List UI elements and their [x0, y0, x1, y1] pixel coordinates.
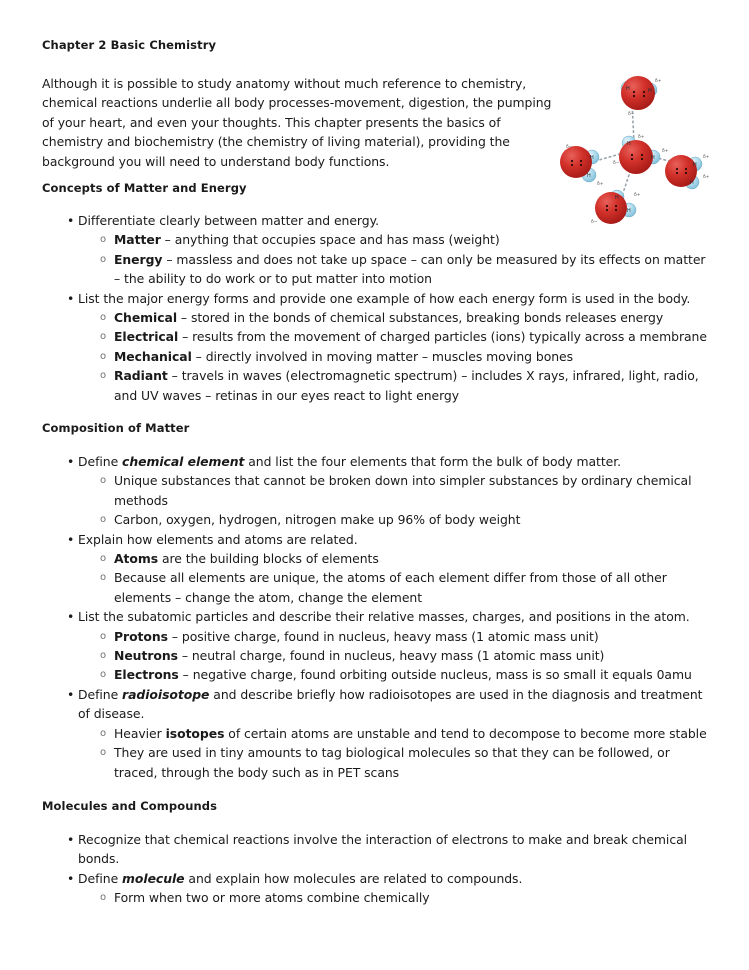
circle-marker-icon: o	[100, 475, 107, 487]
svg-text:H: H	[587, 173, 591, 179]
term-label: Electrical	[114, 329, 179, 345]
emphasized-term: molecule	[122, 870, 185, 886]
list-item-label: Form when two or more atoms combine chemically	[114, 890, 430, 906]
definition-text: – neutral charge, found in nucleus, heavy mass (1 atomic mass unit)	[177, 648, 605, 664]
section-list-concepts-of-matter-and-energy	[42, 211, 714, 405]
list-item	[42, 869, 714, 908]
intro-paragraph: Although it is possible to study anatomy without much reference to chemistry, chemical reactions underlie all body processes-movement, digestion, the pumping of your heart, and even your thoughts. This chapter presents the basics of chemistry and biochemistry (the chemistry of living material), providing the background you will need to understand body functions.	[42, 76, 552, 169]
term-label: Radiant	[114, 368, 168, 384]
list-item-label	[114, 665, 714, 684]
definition-text: – stored in the bonds of chemical substances, breaking bonds releases energy	[177, 310, 664, 326]
list-item-label	[114, 549, 714, 568]
list-item-label	[114, 308, 714, 327]
list-item-label	[78, 452, 714, 471]
list-item	[78, 646, 714, 665]
water-molecule-right	[665, 154, 710, 189]
emphasized-term: radioisotope	[122, 686, 210, 702]
circle-marker-icon: o	[100, 553, 107, 565]
svg-text:δ+: δ+	[634, 193, 641, 198]
svg-text:δ−: δ−	[591, 220, 598, 225]
list-item	[78, 724, 714, 743]
text-after-term: and explain how molecules are related to compounds.	[184, 870, 523, 886]
list-item-label	[78, 869, 714, 888]
definition-text: – massless and does not take up space – can only be measured by its effects on matter – the ability to do work or to put matter into motion	[114, 251, 706, 287]
list-item	[78, 549, 714, 568]
term-label: Matter	[114, 232, 161, 248]
circle-marker-icon: o	[100, 234, 107, 246]
bullet-marker-icon: •	[67, 454, 75, 469]
list-item	[42, 211, 714, 289]
svg-text:H: H	[693, 162, 697, 168]
list-item-label: Unique substances that cannot be broken down into simpler substances by ordinary chemical methods	[114, 473, 692, 508]
svg-text:H: H	[615, 195, 619, 201]
term-label: isotopes	[165, 725, 225, 741]
list-item-label	[114, 724, 714, 743]
circle-marker-icon: o	[100, 747, 107, 759]
list-item-label: List the subatomic particles and describe their relative masses, charges, and positions in the atom.	[78, 609, 690, 625]
svg-text:H: H	[627, 208, 631, 214]
circle-marker-icon: o	[100, 514, 107, 526]
definition-text: – negative charge, found orbiting outside nucleus, mass is so small it equals 0amu	[178, 667, 692, 683]
definition-text: Heavier	[114, 725, 166, 741]
term-label: Chemical	[114, 310, 178, 326]
svg-text:H: H	[690, 180, 694, 186]
bullet-marker-icon: •	[67, 832, 75, 847]
circle-marker-icon: o	[100, 669, 107, 681]
svg-text:δ+: δ+	[638, 135, 645, 140]
svg-text:δ+: δ+	[703, 155, 710, 160]
circle-marker-icon: o	[100, 572, 107, 584]
circle-marker-icon: o	[100, 630, 107, 642]
svg-text:δ−: δ−	[628, 112, 635, 117]
term-label: Atoms	[114, 551, 159, 567]
list-item	[78, 308, 714, 327]
text-after-term: and describe briefly how radioisotopes are used in the diagnosis and treatment of disease.	[78, 686, 703, 722]
svg-text:δ+: δ+	[597, 182, 604, 187]
definition-text: – travels in waves (electromagnetic spectrum) – includes X rays, infrared, light, radio, and UV waves – retinas in our eyes react to light energy	[114, 368, 699, 403]
list-item-label	[114, 230, 714, 249]
circle-marker-icon: o	[100, 350, 107, 362]
svg-text:δ+: δ+	[703, 175, 710, 180]
svg-text:H: H	[648, 88, 652, 94]
water-molecule-top	[621, 76, 662, 117]
list-item-label: Carbon, oxygen, hydrogen, nitrogen make up 96% of body weight	[114, 512, 521, 528]
emphasized-term: chemical element	[122, 454, 245, 469]
list-item	[78, 510, 714, 529]
circle-marker-icon: o	[100, 253, 107, 265]
list-item	[78, 366, 714, 405]
text-after-term: and list the four elements that form the bulk of body matter.	[244, 454, 622, 469]
list-item-label	[114, 327, 714, 346]
svg-text:H: H	[651, 155, 655, 161]
list-item	[78, 665, 714, 684]
list-item-label	[114, 646, 714, 665]
circle-marker-icon: o	[100, 727, 107, 739]
term-label: Protons	[114, 628, 168, 644]
list-item-label: Recognize that chemical reactions involve the interaction of electrons to make and break chemical bonds.	[78, 832, 688, 867]
list-item	[42, 530, 714, 608]
list-item	[78, 471, 714, 510]
svg-text:δ−: δ−	[566, 145, 573, 150]
circle-marker-icon: o	[100, 892, 107, 904]
term-label: Neutrons	[114, 648, 178, 664]
text-before-term: Define	[78, 870, 123, 886]
water-molecule-left	[560, 144, 604, 187]
svg-text:δ+: δ+	[662, 149, 669, 154]
list-item-label: List the major energy forms and provide one example of how each energy form is used in the body.	[78, 290, 691, 306]
text-before-term: Define	[78, 686, 123, 702]
list-item-label: Explain how elements and atoms are related.	[78, 531, 358, 547]
circle-marker-icon: o	[100, 331, 107, 343]
section-heading-composition-of-matter: Composition of Matter	[42, 421, 190, 435]
text-before-term: Define	[78, 454, 123, 469]
bullet-marker-icon: •	[67, 870, 75, 886]
page-title: Chapter 2 Basic Chemistry	[42, 38, 217, 52]
list-item	[78, 888, 714, 907]
list-item-label	[78, 685, 714, 724]
term-label: Electrons	[114, 667, 179, 683]
list-item	[42, 452, 714, 530]
list-item-label	[114, 366, 714, 405]
bullet-marker-icon: •	[67, 686, 75, 702]
definition-tail: of certain atoms are unstable and tend to decompose to become more stable	[224, 725, 707, 741]
circle-marker-icon: o	[100, 312, 107, 324]
circle-marker-icon: o	[100, 650, 107, 662]
list-item	[42, 289, 714, 405]
bullet-marker-icon: •	[67, 531, 75, 547]
list-item	[42, 685, 714, 782]
list-item	[42, 830, 714, 869]
list-item-label: Differentiate clearly between matter and energy.	[78, 213, 379, 228]
term-label: Energy	[114, 251, 163, 267]
section-heading-molecules-and-compounds: Molecules and Compounds	[42, 799, 218, 813]
section-list-molecules-and-compounds	[42, 830, 714, 908]
water-hydrogen-bonding-diagram	[558, 58, 720, 226]
list-item-label	[114, 250, 714, 289]
list-item	[42, 607, 714, 685]
list-item	[78, 627, 714, 646]
svg-text:H: H	[626, 86, 630, 92]
definition-text: are the building blocks of elements	[158, 551, 379, 567]
definition-text: – results from the movement of charged particles (ions) typically across a membrane	[178, 329, 707, 345]
svg-text:δ−: δ−	[613, 161, 620, 166]
svg-text:H: H	[590, 155, 594, 161]
list-item	[78, 327, 714, 346]
definition-text: – directly involved in moving matter – muscles moving bones	[191, 348, 574, 364]
bullet-marker-icon: •	[67, 290, 75, 306]
list-item-label	[114, 627, 714, 646]
definition-text: – anything that occupies space and has mass (weight)	[160, 232, 500, 248]
list-item	[78, 250, 714, 289]
term-label: Mechanical	[114, 348, 192, 364]
water-molecule-center	[613, 134, 669, 174]
list-item	[78, 743, 714, 782]
definition-text: – positive charge, found in nucleus, heavy mass (1 atomic mass unit)	[168, 628, 599, 644]
circle-marker-icon: o	[100, 370, 107, 382]
list-item	[78, 230, 714, 249]
list-item-label: They are used in tiny amounts to tag biological molecules so that they can be followed, or traced, through the body such as in PET scans	[114, 745, 670, 780]
bullet-marker-icon: •	[67, 609, 75, 625]
bullet-marker-icon: •	[67, 213, 75, 228]
list-item-label	[114, 347, 714, 366]
list-item	[78, 568, 714, 607]
list-item-label: Because all elements are unique, the atoms of each element differ from those of all other elements – change the atom, change the element	[114, 570, 667, 605]
svg-text:H: H	[627, 141, 631, 147]
list-item	[78, 347, 714, 366]
svg-text:δ+: δ+	[655, 79, 662, 84]
section-list-composition-of-matter	[42, 452, 714, 782]
molecule-svg	[558, 58, 720, 226]
section-heading-concepts-of-matter-and-energy: Concepts of Matter and Energy	[42, 181, 247, 195]
